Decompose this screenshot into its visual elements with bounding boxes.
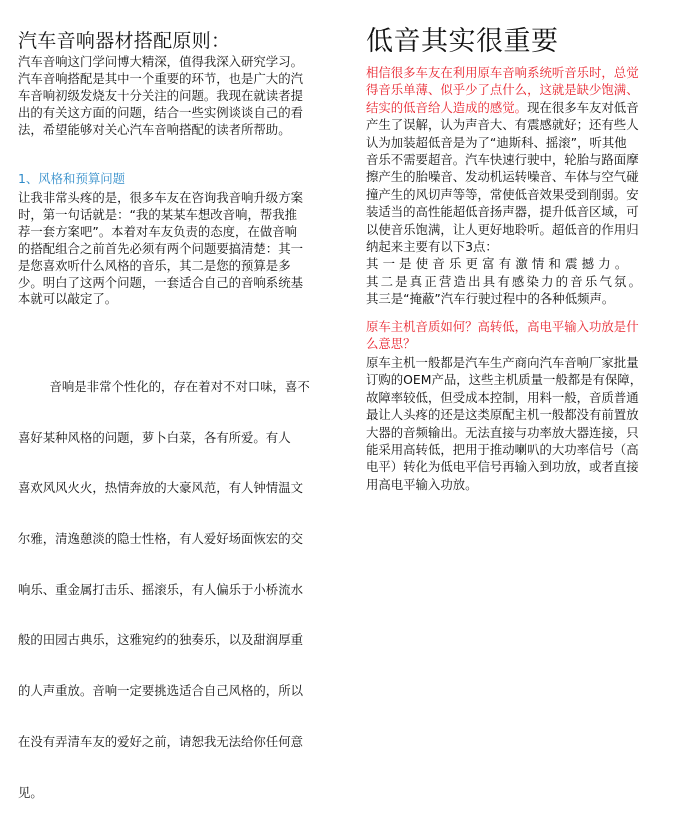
intro-paragraph bbox=[18, 54, 303, 139]
question-heading bbox=[366, 318, 639, 353]
text-line: 响乐、重金属打击乐、摇滚乐，有人偏乐于小桥流水 bbox=[18, 581, 303, 597]
text-line: 故障率较低，但受成本控制，用料一般，音质普通 bbox=[366, 389, 639, 405]
text-line: 喜好某种风格的问题，萝卜白菜，各有所爱。有人 bbox=[18, 429, 291, 445]
text-line: 原车主机一般都是汽车生产商向汽车音响厂家批量 bbox=[366, 355, 639, 370]
normal-text: 现在很多车友对低音 bbox=[527, 99, 639, 115]
text-line: 的搭配组合之前首先必须有两个问题要搞清楚：其一 bbox=[18, 240, 303, 256]
personal-style-paragraph bbox=[18, 345, 310, 835]
text-line: 订购的OEM产品，这些主机质量一般都是有保障， bbox=[366, 372, 643, 388]
question-line: 原车主机音质如何？高转低，高电平输入功放是什 bbox=[366, 319, 639, 334]
text-line: 能采用高转低，把用于推动喇叭的大功率信号（高 bbox=[366, 442, 639, 458]
highlight-text: 结实的低音给人造成的感觉。 bbox=[366, 99, 528, 115]
text-line: 是您喜欢听什么风格的音乐，其二是您的预算是多 bbox=[18, 257, 291, 273]
text-line: 音响是非常个性化的，存在着对不对口味，喜不 bbox=[18, 378, 310, 394]
text-line: 装适当的高性能超低音扬声器，提升低音区域，可 bbox=[366, 204, 639, 220]
mixed-line bbox=[366, 99, 643, 116]
left-title: 汽车音响器材搭配原则： bbox=[18, 30, 231, 52]
text-line: 出的有关这方面的问题，结合一些实例谈谈自己的看 bbox=[18, 104, 303, 120]
text-line: 喜欢风风火火，热情奔放的大豪风范，有人钟情温文 bbox=[18, 480, 303, 496]
text-line: 尔雅，清逸憩淡的隐士性格，有人爱好场面恢宏的交 bbox=[18, 530, 303, 546]
bass-point-three: 其三是“掩蔽”汽车行驶过程中的各种低频声。 bbox=[366, 291, 615, 307]
text-line: 产生了误解，认为声音大、有震感就好；还有些人 bbox=[366, 117, 639, 133]
question-line: 么意思？ bbox=[366, 336, 416, 352]
section-heading: 1、风格和预算问题 bbox=[18, 171, 126, 186]
text-line: 少。明白了这两个问题，一套适合自己的音响系统基 bbox=[18, 274, 303, 290]
text-line: 时，第一句话就是：“我的某某车想改音响，帮我推 bbox=[18, 206, 298, 222]
text-line: 大器的音频输出。无法直接与功率放大器连接，只 bbox=[366, 424, 639, 440]
answer-paragraph bbox=[366, 354, 642, 493]
text-line: 本就可以敲定了。 bbox=[18, 291, 118, 307]
text-line: 般的田园古典乐，这雅宛约的独奏乐，以及甜润厚重 bbox=[18, 632, 303, 648]
text-line: 音乐不需要超音。汽车快速行驶中，轮胎与路面摩 bbox=[366, 152, 639, 168]
text-line: 用高电平输入功放。 bbox=[366, 476, 478, 492]
text-line: 擦产生的胎噪音、发动机运转噪音、车体与空气碰 bbox=[366, 169, 639, 185]
text-line: 认为加装超低音是为了“迪斯科、摇滚”，听其他 bbox=[366, 134, 627, 150]
text-line: 纳起来主要有以下3点： bbox=[366, 239, 498, 255]
text-line: 车音响初级发烧友十分关注的问题。我现在就读者提 bbox=[18, 87, 303, 103]
text-line: 的人声重放。音响一定要挑选适合自己风格的，所以 bbox=[18, 683, 303, 699]
text-line: 以使音乐饱满，让人更好地聆听。超低音的作用归 bbox=[366, 221, 639, 237]
text-line: 法，希望能够对关心汽车音响搭配的读者所帮助。 bbox=[18, 121, 291, 137]
text-line: 最让人头疼的还是这类原配主机一般都没有前置放 bbox=[366, 407, 639, 423]
text-line: 撞产生的风切声等等，常使低音效果受到削弱。安 bbox=[366, 186, 639, 202]
right-title: 低音其实很重要 bbox=[366, 26, 559, 57]
bass-paragraph bbox=[366, 64, 643, 308]
text-line: 汽车音响搭配是其中一个重要的环节，也是广大的汽 bbox=[18, 70, 303, 86]
text-line: 汽车音响这门学问博大精深，值得我深入研究学习。 bbox=[18, 54, 303, 69]
bass-point-one: 其一是使音乐更富有激情和震撼力。 bbox=[366, 256, 632, 272]
highlight-line: 得音乐单薄、似乎少了点什么，这就是缺少饱满、 bbox=[366, 82, 639, 98]
highlight-line: 相信很多车友在利用原车音响系统听音乐时，总觉 bbox=[366, 65, 639, 80]
text-line: 荐一套方案吧”。本着对车友负责的态度，在做音响 bbox=[18, 223, 298, 239]
text-line: 在没有弄清车友的爱好之前，请恕我无法给你任何意 bbox=[18, 733, 303, 749]
text-line: 电平）转化为低电平信号再输入到功放，或者直接 bbox=[366, 459, 639, 475]
bass-point-two: 其二是真正营造出具有感染力的音乐气氛。 bbox=[366, 273, 644, 289]
text-line: 见。 bbox=[18, 784, 43, 800]
style-budget-paragraph bbox=[18, 190, 303, 308]
text-line: 让我非常头疼的是，很多车友在咨询我音响升级方案 bbox=[18, 190, 303, 205]
